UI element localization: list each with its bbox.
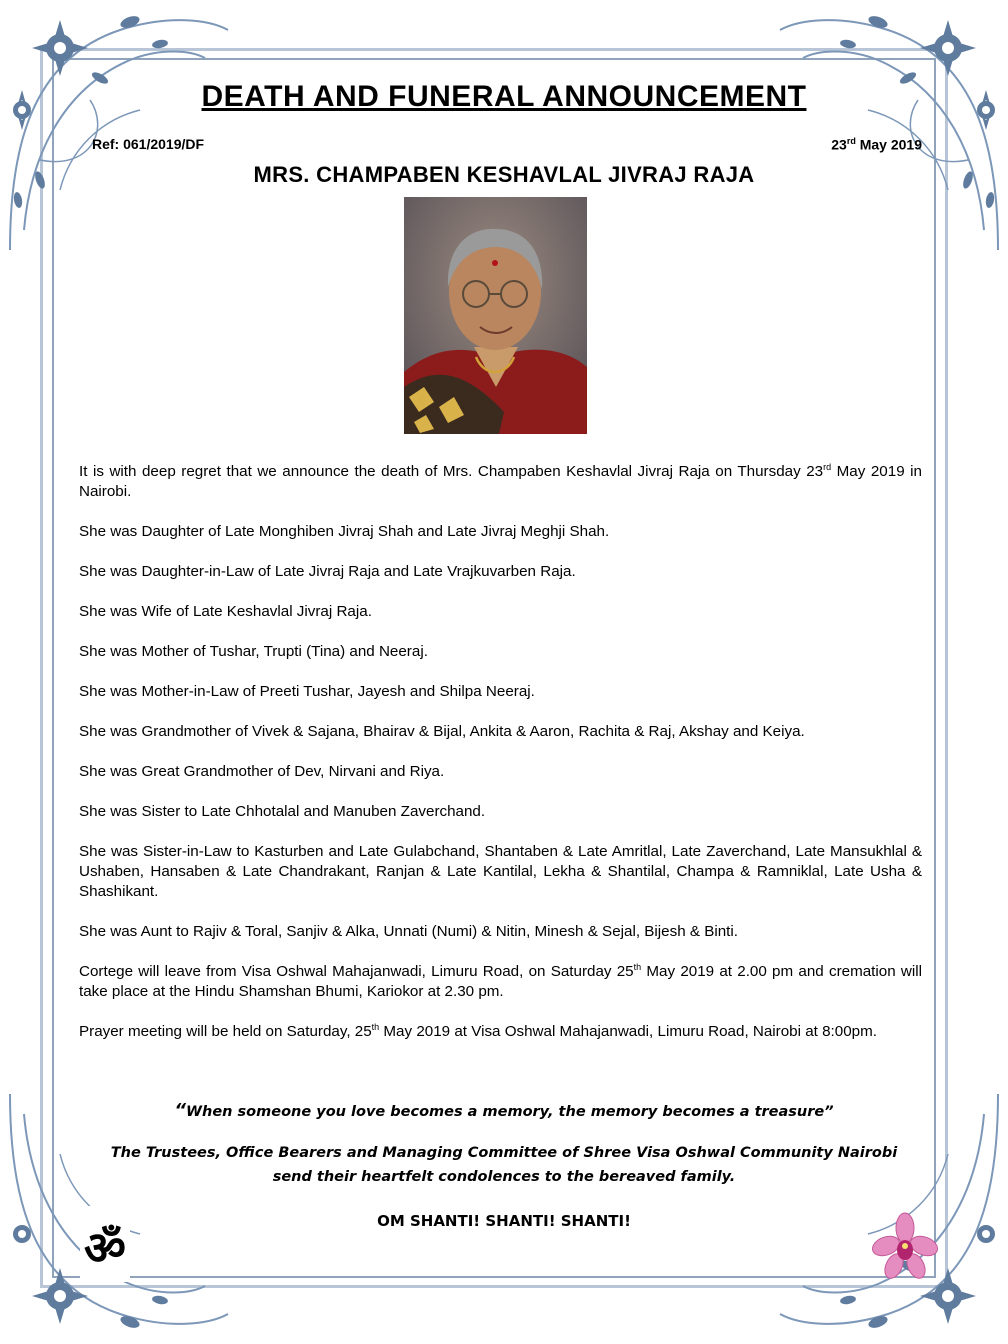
paragraph-prayer-meeting: Prayer meeting will be held on Saturday, 25th May 2019 at Visa Oshwal Mahajanwadi, Limuru Road, Nairobi at 8:00pm.	[79, 1021, 877, 1040]
paragraph-daughter-of: She was Daughter of Late Monghiben Jivraj Shah and Late Jivraj Meghji Shah.	[79, 523, 610, 540]
floral-corner-ornament-top-left	[0, 0, 230, 260]
announcement-body	[79, 462, 922, 1062]
floral-corner-ornament-top-right	[778, 0, 1008, 260]
paragraph-sister-in-law: She was Sister-in-Law to Kasturben and Late Gulabchand, Shantaben & Late Amritlal, Late Zaverchand, Late Mansukhlal & Ushaben, Hansaben & Late Chandrakant, Ranjan & Late Kantilal, Lekha & Shantilal, Champa & Ramniklal, Late Usha & Shashikant.	[79, 843, 922, 900]
paragraph-great-grandmother: She was Great Grandmother of Dev, Nirvani and Riya.	[79, 763, 445, 780]
paragraph-cortege: Cortege will leave from Visa Oshwal Mahajanwadi, Limuru Road, on Saturday 25th May 2019 at 2.00 pm and cremation will take place at the Hindu Shamshan Bhumi, Kariokor at 2.30 pm.	[79, 961, 922, 1000]
deceased-name: MRS. CHAMPABEN KESHAVLAL JIVRAJ RAJA	[253, 162, 755, 187]
paragraph-grandmother: She was Grandmother of Vivek & Sajana, Bhairav & Bijal, Ankita & Aaron, Rachita & Raj, Akshay and Keiya.	[79, 723, 805, 740]
paragraph-sister: She was Sister to Late Chhotalal and Manuben Zaverchand.	[79, 803, 486, 820]
paragraph-aunt: She was Aunt to Rajiv & Toral, Sanjiv & Alka, Unnati (Numi) & Nitin, Minesh & Sejal, Bijesh & Binti.	[79, 923, 738, 940]
orchid-flower-icon	[872, 1212, 938, 1282]
jain-symbol-logo	[80, 1206, 130, 1282]
condolence-line-2: send their heartfelt condolences to the bereaved family.	[272, 1169, 736, 1185]
announcement-title: DEATH AND FUNERAL ANNOUNCEMENT	[201, 80, 807, 113]
condolence-message	[0, 1141, 1008, 1189]
paragraph-mother-in-law: She was Mother-in-Law of Preeti Tushar, Jayesh and Shilpa Neeraj.	[79, 683, 535, 700]
paragraph-wife-of: She was Wife of Late Keshavlal Jivraj Raja.	[79, 603, 372, 620]
announcement-date: 23rd May 2019	[831, 136, 922, 153]
reference-number: Ref: 061/2019/DF	[92, 136, 205, 152]
portrait-photo	[404, 197, 587, 434]
paragraph-daughter-in-law: She was Daughter-in-Law of Late Jivraj Raja and Late Vrajkuvarben Raja.	[79, 563, 576, 580]
paragraph-mother-of: She was Mother of Tushar, Trupti (Tina) and Neeraj.	[79, 643, 428, 660]
condolence-line-1: The Trustees, Office Bearers and Managing Committee of Shree Visa Oshwal Community Nairobi	[110, 1145, 898, 1161]
om-shanti-closing: OM SHANTI! SHANTI! SHANTI!	[377, 1212, 631, 1230]
memorial-quote: “When someone you love becomes a memory, the memory becomes a treasure”	[174, 1100, 834, 1121]
svg-text:ॐ: ॐ	[84, 1221, 126, 1275]
paragraph-death-notice: It is with deep regret that we announce the death of Mrs. Champaben Keshavlal Jivraj Raja on Thursday 23rd May 2019 in Nairobi.	[79, 461, 922, 500]
